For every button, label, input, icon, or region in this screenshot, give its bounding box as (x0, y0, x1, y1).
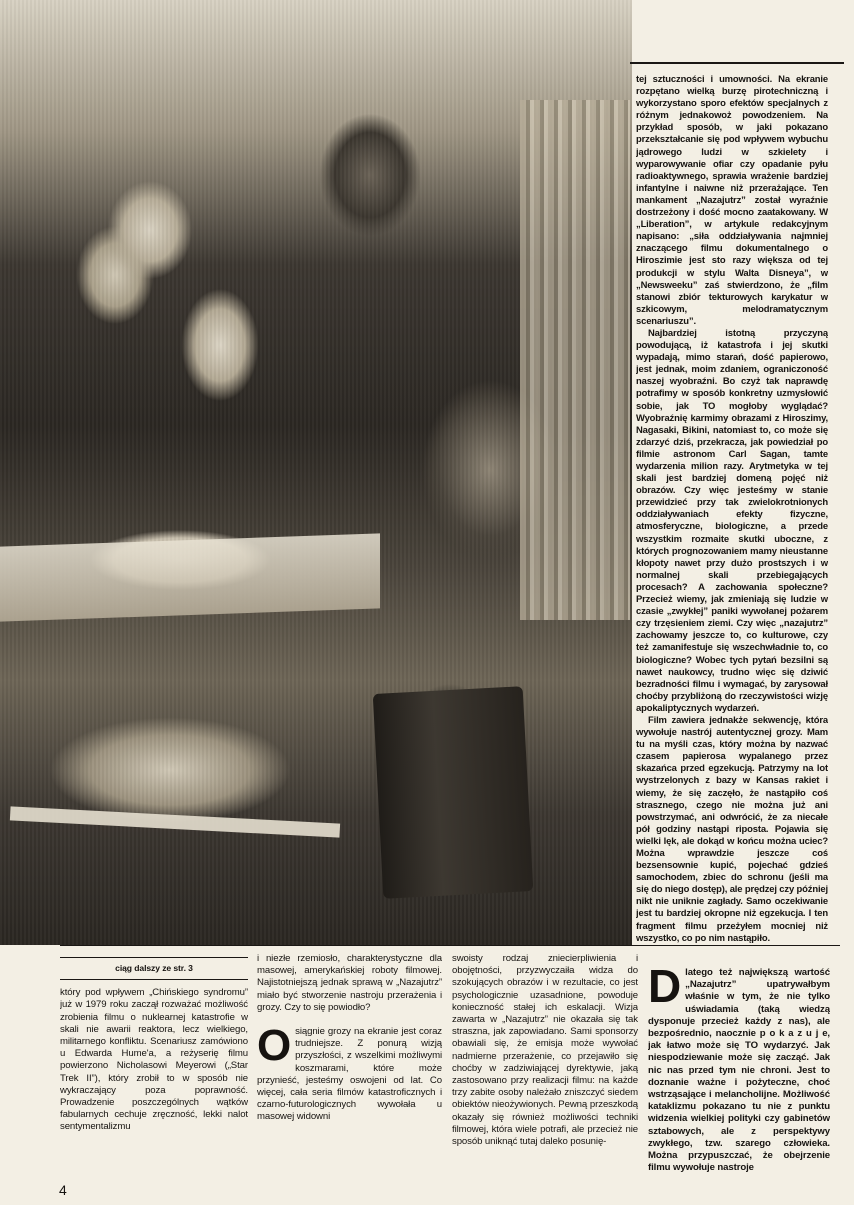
column-1-text: który pod wpływem „Chińskiego syndromu” już w 1979 roku zaczął rozważać możliwość zrobienia filmu o nuklearnej katastrofie w skali nie awarii reaktora, lecz wielkiego, militarnego konfliktu. Scenariusz zamówiono u Edwarda Hume'a, a reżyserię filmu powierzono Nicholasowi Meyerowi („Star Trek II”), który zrobił to w sposób nie wykraczający poza poprawność. Prowadzenie poszczególnych wątków fabularnych cechuje zręczność, lekki nalot sentymentalizmu (60, 987, 248, 1133)
bottom-column-1 (60, 953, 248, 1183)
drop-cap-o: O (257, 1021, 292, 1071)
page-number: 4 (59, 1182, 67, 1198)
column-2-body: siągnie grozy na ekranie jest coraz trudniejsze. Z ponurą wizją przyszłości, z wszelkimi możliwymi koszmarami, które może przynieść, jesteśmy oswojeni od lat. Co więcej, cała seria filmów katastroficznych i czarno-futurologicznych wywołała u masowej widowni (257, 1026, 442, 1123)
right-article-column (636, 74, 828, 944)
bottom-column-4 (648, 953, 830, 1193)
continued-label: ciąg dalszy ze str. 3 (60, 957, 248, 980)
column-2-intro: i niezłe rzemiosło, charakterystyczne dla masowej, amerykańskiej roboty filmowej. Najistotniejszą jednak sprawą w „Nazajutrz” miało być stworzenie nastroju przerażenia i grozy. Czy to się powiodło? (257, 953, 442, 1013)
photo-canister (373, 686, 534, 899)
right-column-rule (630, 62, 844, 64)
right-paragraph-2: Najbardziej istotną przyczyną powodującą, iż katastrofa i jej skutki wypadają, mimo starań, dość papierowo, jest jednak, moim zdaniem, ograniczoność naszej wyobraźni. Bo czyż tak naprawdę potrafimy w sposób konkretny uzmysłowić sobie, jak TO mogłoby wyglądać? Wyobraźnię karmimy obrazami z Hiroszimy, Nagasaki, Bikini, natomiast to, co może się zdarzyć dziś, przekracza, jak powiedział po filmie astronom Carl Sagan, tamte wydarzenia milion razy. Arytmetyka w tej skali jest bardziej domeną pojęć niż obrazów. Czy więc jesteśmy w stanie przewidzieć przy tak zwielokrotnionych oddziaływaniach efekty fizyczne, atmosferyczne, biologiczne, a przede wszystkim rozmaite skutki uboczne, z których prognozowaniem mamy nieustanne kłopoty nawet przy dużo prostszych i w normalnej skali przebiegających procesach? A zachowania społeczne? Przecież wiemy, jak zmieniają się ludzie w czasie „zwykłej” paniki wywołanej pożarem czy trzęsieniem ziemi. Czy więc „nazajutrz” zachowamy jeszcze to, co kulturowe, czy też zamanifestuje się wszechwładnie to, co biologiczne? Wobec tych pytań bezsilni są nawet naukowcy, trudno więc się dziwić bezradności filmu i wymagać, by zarysował choćby przybliżoną do rzeczywistości wizję apokaliptycznych wydarzeń. (636, 327, 828, 714)
photo-curtain (520, 100, 630, 620)
bottom-section-rule (60, 945, 840, 946)
photo-table (0, 533, 380, 621)
right-paragraph-1: tej sztuczności i umowności. Na ekranie rozpętano wielką burzę pirotechniczną i wykorzystano sporo efektów specjalnych z różnym jednakowoż powodzeniem. Na przykład sposób, w jaki pokazano przekształcanie się pod wpływem wybuchu jądrowego ludzi w szkielety i wyparowywanie ofiar czy opadanie pyłu radioaktywnego, sprawia wrażenie bardziej infantylne i naiwne niż przerażające. Ten mankament „Nazajutrz” został wyraźnie dostrzeżony i dość mocno zaatakowany. W „Liberation”, w artykule redakcyjnym napisano: „siła oddziaływania najmniej znaczącego filmu dokumentalnego o Hiroszimie jest sto razy większa od tej produkcji w stylu Walta Disneya”, w „Newsweeku” zaś stwierdzono, że „film stanowi zbiór tekturowych karykatur w szkicowym, melodramatycznym scenariuszu”. (636, 74, 828, 327)
drop-cap-d: D (648, 960, 682, 1012)
right-paragraph-3: Film zawiera jednakże sekwencję, która wywołuje nastrój autentycznej grozy. Mam tu na myśli czas, który można by nazwać czasem papierosa wypalanego przez skazańca przed egzekucją. Patrzymy na lot wystrzelonych z bazy w Kansas rakiet i wiemy, że się zaczęło, że nastąpiło coś strasznego, czego nie można już ani powstrzymać, ani odwrócić, że za niecałe pół godziny nastąpi riposta. Pojawia się wielki lęk, ale dokąd w końcu można uciec? Można wprawdzie jeszcze coś bezsensownie kupić, pojechać gdzieś samochodem, zbiec do schronu (jeśli ma się do niego dostęp), ale prędzej czy później nikt nie uniknie zagłady. Samo oczekiwanie jest tu bardziej okropne niż egzekucja. I ten fragment filmu przeżyłem mocniej niż wszystko, co po nim nastąpiło. (636, 714, 828, 944)
bottom-column-2 (257, 953, 442, 1183)
bottom-column-3 (452, 953, 638, 1193)
column-4-body: latego też największą wartość „Nazajutrz” upatrywałbym właśnie w tym, że nie tylko uświadamia (taką wiedzą dysponuje przecież każdy z nas), ale bezpośrednio, naocznie p o k a z u j e, jak łatwo może się TO wydarzyć. Jak niespodziewanie może się zacząć. Jak nic nas przed tym nie chroni. Jest to doznanie ważne i pożyteczne, choć wstrząsające i melancholijne. Możliwość kataklizmu pokazano tu nie z punktu widzenia wielkiej polityki czy gabinetów sztabowych, ale z perspektywy zwykłego, tzw. szarego człowieka. Można przypuszczać, że obejrzenie filmu wywołuje nastroje (648, 967, 830, 1174)
column-3-text: swoisty rodzaj zniecierpliwienia i obojętności, przyzwyczaiła widza do szokujących obrazów i w rezultacie, co jest psychologicznie uzasadnione, powoduje konieczność stałej ich eskalacji. Wizja zawarta w „Nazajutrz” nie okazała się tak straszna, jak zapowiadano. Sami sponsorzy obawiali się, że emisja może wywołać nadmierne przerażenie, co przejawiło się choćby w zadziwiającej dyrektywie, jaką zastosowano przy realizacji filmu: na każde trzy zabite osoby należało zniszczyć siedem obiektów nieożywionych. Pewną przeszkodą okazały się również możliwości techniki filmowej, która wiele potrafi, ale przecież nie sposób uniknąć tutaj daleko posunię- (452, 953, 638, 1148)
